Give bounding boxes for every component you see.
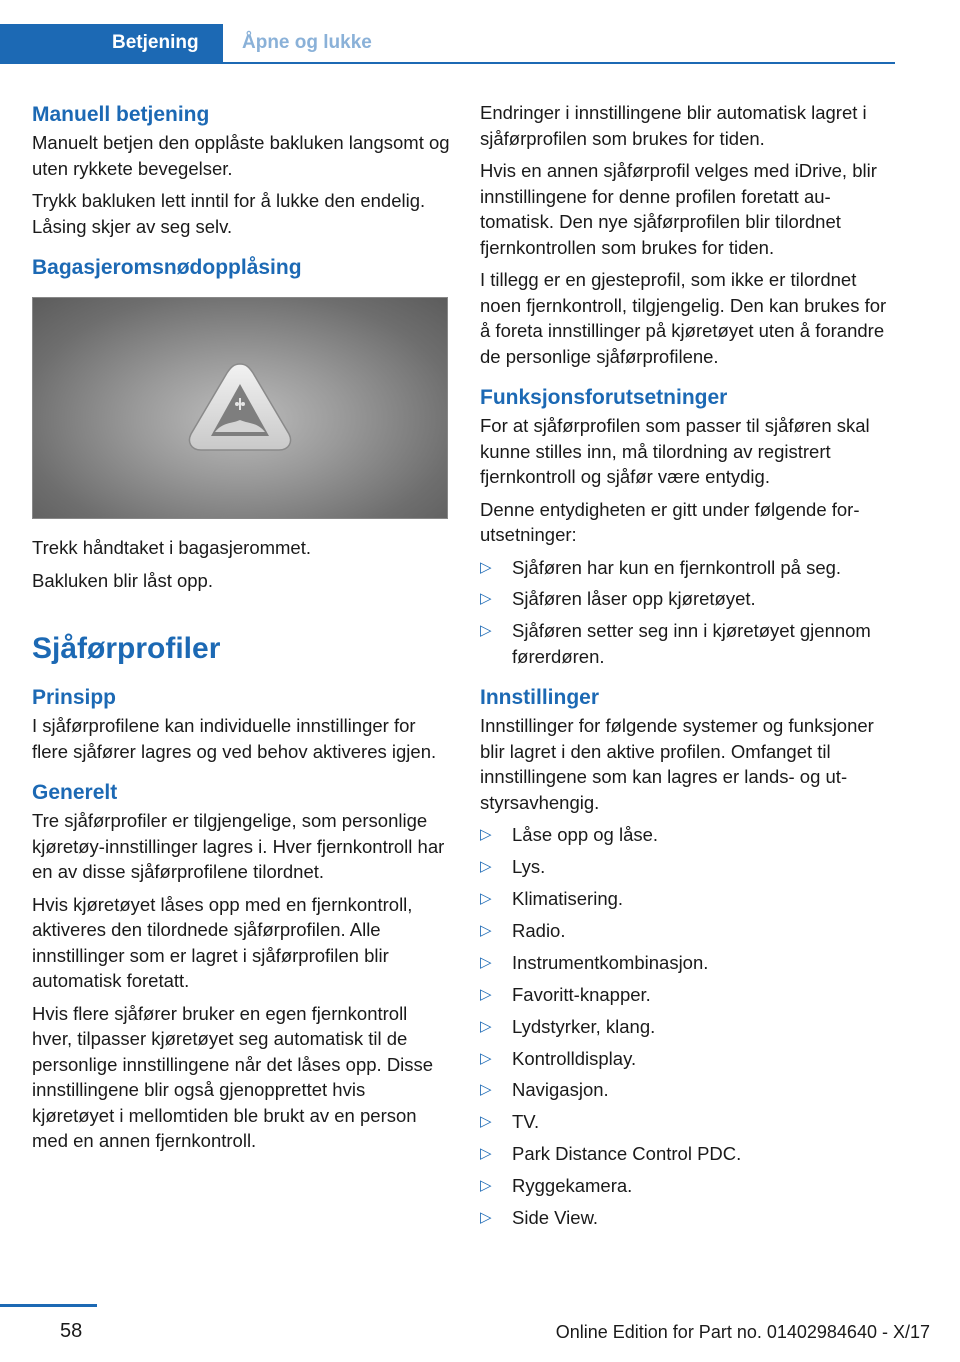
triangle-bullet-icon: ▷ — [480, 1145, 492, 1163]
list-item: ▷ TV. — [480, 1109, 898, 1135]
list-item: ▷ Klimatisering. — [480, 886, 898, 912]
triangle-bullet-icon: ▷ — [480, 590, 492, 608]
requirements-text-2: Denne entydigheten er gitt under følgende forutsetninger: — [480, 498, 860, 545]
requirements-list — [480, 555, 898, 670]
triangle-bullet-icon: ▷ — [480, 1113, 492, 1131]
list-item: ▷ Sjåføren setter seg inn i kjøretøyet gjennom førerdøren. — [480, 620, 871, 667]
general-text-2: Hvis kjøretøyet låses opp med en fjernkontroll, aktiveres den tilordnede sjåførprofilen. Alle innstillinger som er lagret i sjåførprofilen blir automatisk foretatt. — [32, 893, 413, 991]
settings-heading: Innstillinger — [480, 686, 600, 710]
manual-operation-heading: Manuell betjening — [32, 103, 210, 126]
list-item: ▷ Favoritt-knapper. — [480, 982, 898, 1008]
settings-text: Innstillinger for følgende systemer og funksjoner blir lagret i den aktive profilen. Omfanget til innstillingene som kan lagres er lands- og utstyrsavhengig. — [480, 715, 874, 813]
triangle-bullet-icon: ▷ — [480, 921, 492, 939]
tab-apne-og-lukke[interactable]: Åpne og lukke — [242, 32, 372, 53]
principle-heading: Prinsipp — [32, 686, 117, 709]
manual-operation-text-1: Manuelt betjen den opplåste bakluken langsomt og uten rykkete bevegelser. — [32, 132, 450, 179]
profile-text-1: Endringer i innstillingene blir automatisk lagret i sjåførprofilen som brukes for tiden. — [480, 102, 867, 149]
triangle-bullet-icon: ▷ — [480, 890, 492, 908]
triangle-bullet-icon: ▷ — [480, 622, 492, 640]
general-text-1: Tre sjåførprofiler er tilgjengelige, som personlige kjøretøy-innstillinger lagres i. Hver fjernkontroll har en av disse sjåførprofilene tilordnet. — [32, 810, 445, 882]
triangle-bullet-icon: ▷ — [480, 985, 492, 1003]
profile-text-3: I tillegg er en gjesteprofil, som ikke er tilordnet noen fjernkontroll, tilgjengelig. Den kan brukes for å foreta innstillinger på kjøretøyet uten å forandre de personlige sjåførprofilene. — [480, 269, 887, 367]
list-item: ▷ Låse opp og låse. — [480, 822, 898, 848]
list-item: ▷ Sjåføren låser opp kjøretøyet. — [480, 586, 898, 612]
settings-list — [480, 822, 898, 1230]
triangle-bullet-icon: ▷ — [480, 558, 492, 576]
general-text-3: Hvis flere sjåfører bruker en egen fjernkontroll hver, tilpasser kjøretøyet seg automatisk til de personlige innstillingene når det låses opp. Disse innstillingene blir også gjenopprettet hvis kjøretøyet i mellomtiden ble brukt av en person med en annen fjernkontroll. — [32, 1002, 434, 1151]
list-item: ▷ Ryggekamera. — [480, 1173, 898, 1199]
requirements-text-1: For at sjåførprofilen som passer til sjåføren skal kunne stilles inn, må tilordning av registrert fjernkontroll og sjåfør være entydig. — [480, 415, 870, 487]
page-number: 58 — [60, 1320, 83, 1342]
edition-info: Online Edition for Part no. 01402984640 - X/17 — [555, 1322, 930, 1342]
list-item: ▷ Lydstyrker, klang. — [480, 1014, 898, 1040]
emergency-release-heading: Bagasjeromsnødopplåsing — [32, 256, 302, 279]
list-item: ▷ Kontrolldisplay. — [480, 1046, 898, 1072]
triangle-bullet-icon: ▷ — [480, 858, 492, 876]
trunk-emergency-release-image — [32, 297, 448, 519]
list-item: ▷ Navigasjon. — [480, 1077, 898, 1103]
driver-profiles-heading: Sjåførprofiler — [32, 632, 221, 665]
emergency-handle-icon — [185, 358, 295, 458]
principle-text: I sjåførprofilene kan individuelle innstillinger for flere sjåfører lagres og ved behov aktiveres igjen. — [32, 715, 437, 762]
list-item: ▷ Radio. — [480, 918, 898, 944]
tab-betjening[interactable]: Betjening — [0, 24, 223, 62]
list-item: ▷ Instrumentkombinasjon. — [480, 950, 898, 976]
list-item: ▷ Side View. — [480, 1205, 898, 1231]
triangle-bullet-icon: ▷ — [480, 1177, 492, 1195]
profile-text-2: Hvis en annen sjåførprofil velges med iDrive, blir innstillingene for denne profilen foretatt automatisk. Den nye sjåførprofilen blir tilordnet fjernkontrollen som brukes for tiden. — [480, 160, 877, 258]
triangle-bullet-icon: ▷ — [480, 953, 492, 971]
triangle-bullet-icon: ▷ — [480, 826, 492, 844]
list-item: ▷ Lys. — [480, 854, 898, 880]
list-item: ▷ Park Distance Control PDC. — [480, 1141, 898, 1167]
header-tab-bar — [0, 24, 895, 64]
list-item: ▷ Sjåføren har kun en fjernkontroll på seg. — [480, 555, 898, 581]
emergency-release-text-2: Bakluken blir låst opp. — [32, 569, 213, 591]
manual-operation-text-2: Trykk bakluken lett inntil for å lukke den endelig. Låsing skjer av seg selv. — [32, 190, 426, 237]
general-heading: Generelt — [32, 781, 118, 804]
left-column — [32, 100, 450, 1161]
triangle-bullet-icon: ▷ — [480, 1017, 492, 1035]
right-column — [480, 100, 898, 1238]
requirements-heading: Funksjonsforutsetninger — [480, 386, 728, 409]
triangle-bullet-icon: ▷ — [480, 1049, 492, 1067]
emergency-release-text-1: Trekk håndtaket i bagasjerommet. — [32, 537, 311, 558]
triangle-bullet-icon: ▷ — [480, 1208, 492, 1226]
triangle-bullet-icon: ▷ — [480, 1081, 492, 1099]
footer-divider — [0, 1304, 97, 1307]
